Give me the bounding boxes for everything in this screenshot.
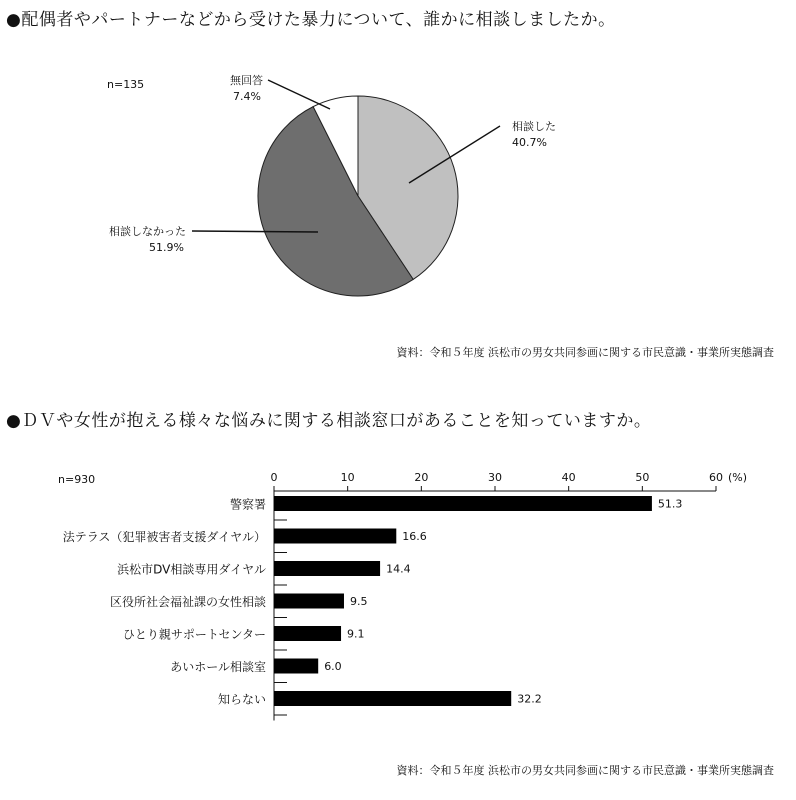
bar-value-label: 9.1 bbox=[347, 627, 365, 641]
x-tick-label: 40 bbox=[561, 471, 576, 484]
category-label: 法テラス（犯罪被害者支援ダイヤル） bbox=[62, 530, 266, 544]
pie-slice-value: 51.9% bbox=[149, 241, 184, 254]
pie-slice-label: 相談した bbox=[512, 120, 556, 133]
bar-value-label: 32.2 bbox=[517, 692, 542, 706]
category-label: 区役所社会福祉課の女性相談 bbox=[109, 595, 266, 609]
pie-slice-value: 40.7% bbox=[512, 136, 547, 149]
bar-value-label: 51.3 bbox=[657, 497, 683, 511]
bar-sample-size: n=930 bbox=[58, 473, 96, 486]
x-tick-label: 20 bbox=[414, 471, 429, 484]
bar-chart-title: ●ＤＶや女性が抱える様々な悩みに関する相談窓口があることを知っていますか。 bbox=[6, 411, 652, 431]
bar bbox=[274, 691, 511, 706]
pie-source-note: 資料：令和５年度 浜松市の男女共同参画に関する市民意識・事業所実態調査 bbox=[396, 346, 774, 359]
bar-value-label: 14.4 bbox=[386, 562, 411, 576]
bar bbox=[274, 561, 380, 576]
x-tick-label: 10 bbox=[340, 471, 355, 484]
bar-value-label: 6.0 bbox=[324, 660, 342, 673]
x-tick-label: 30 bbox=[488, 471, 502, 484]
category-label: 知らない bbox=[217, 692, 266, 707]
pie-chart-title: ●配偶者やパートナーなどから受けた暴力について、誰かに相談しましたか。 bbox=[6, 10, 616, 30]
pie-slice-label: 相談しなかった bbox=[109, 225, 186, 238]
category-label: 浜松市DV相談専用ダイヤル bbox=[117, 562, 266, 577]
x-tick-label: 0 bbox=[270, 471, 278, 484]
bar-value-label: 16.6 bbox=[402, 530, 427, 543]
bar bbox=[274, 659, 318, 674]
bar bbox=[274, 626, 341, 641]
pie-slice-value: 7.4% bbox=[233, 90, 261, 103]
bar bbox=[274, 496, 652, 511]
x-tick-label: 60 bbox=[709, 471, 723, 484]
pie-sample-size: n=135 bbox=[107, 78, 145, 91]
category-label: 警察署 bbox=[229, 497, 266, 512]
bar-value-label: 9.5 bbox=[349, 595, 368, 608]
category-label: あいホール相談室 bbox=[170, 660, 266, 674]
bar bbox=[274, 594, 344, 609]
category-label: ひとり親サポートセンター bbox=[122, 627, 266, 642]
bar-source-note: 資料：令和５年度 浜松市の男女共同参画に関する市民意識・事業所実態調査 bbox=[396, 764, 774, 777]
x-axis-unit: (%) bbox=[728, 471, 748, 484]
pie-slice-label: 無回答 bbox=[230, 74, 263, 87]
x-tick-label: 50 bbox=[635, 471, 650, 484]
bar bbox=[274, 529, 396, 544]
